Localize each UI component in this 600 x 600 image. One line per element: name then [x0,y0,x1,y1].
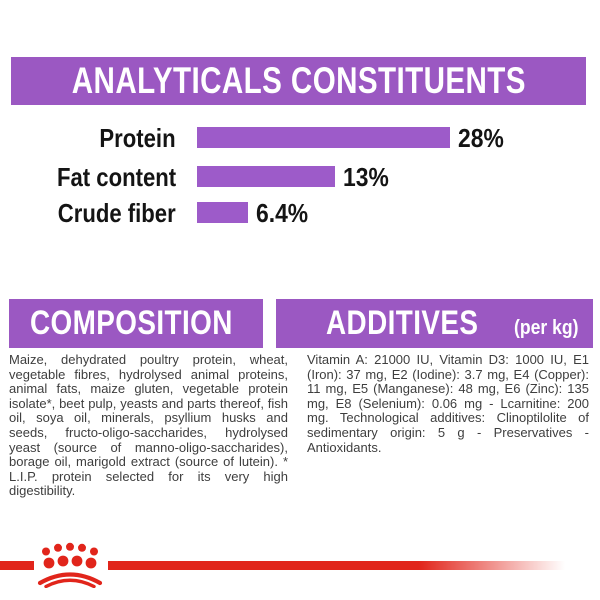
chart-value-label: 28% [458,123,504,153]
chart-value-label: 13% [343,162,389,192]
chart-value-label: 6.4% [256,198,309,228]
additives-title-suffix: (per kg) [513,317,579,339]
chart-bar [197,202,248,223]
chart-category-label: Protein [99,123,176,153]
composition-body: Maize, dehydrated poultry protein, wheat, vegetable fibres, hydrolysed animal proteins, animal fats, maize gluten, vegetable protein isolate*, beet pulp, yeasts and parts thereof, fish oil, soya oil, minerals, psyllium husks and seeds, fructo-oligo-saccharides, hydrolysed yeast (source of manno-oligo-saccharides), borage oil, marigold extract (source of lutein). * L.I.P. protein selected for its very high digestibility. [9,352,288,499]
footer-rule-left [0,561,34,570]
royal-canin-crown-icon [37,542,103,588]
chart-row [0,199,600,227]
additives-header [276,299,593,348]
chart-bar [197,127,450,148]
additives-body: Vitamin A: 21000 IU, Vitamin D3: 1000 IU, E1 (Iron): 37 mg, E2 (Iodine): 3.7 mg, E4 (Copper): 11 mg, E5 (Manganese): 48 mg, E6 (Zinc): 135 mg, E8 (Selenium): 0.06 mg - Lcarnitine: 200 mg. Technological additives: Clinoptilolite of sedimentary origin: 5 g - Preservatives - Antioxidants. [307,352,589,455]
chart-bar [197,166,335,187]
analytical-constituents-header [11,57,586,105]
chart-category-label: Crude fiber [58,198,176,228]
analytical-constituents-title: ANALYTICALS CONSTITUENTS [71,60,526,101]
composition-header [9,299,263,348]
composition-title: COMPOSITION [30,304,233,342]
chart-row [0,124,600,152]
additives-title: ADDITIVES [326,304,479,342]
chart-category-label: Fat content [56,162,176,192]
footer-rule-right [108,561,565,570]
chart-row [0,163,600,191]
